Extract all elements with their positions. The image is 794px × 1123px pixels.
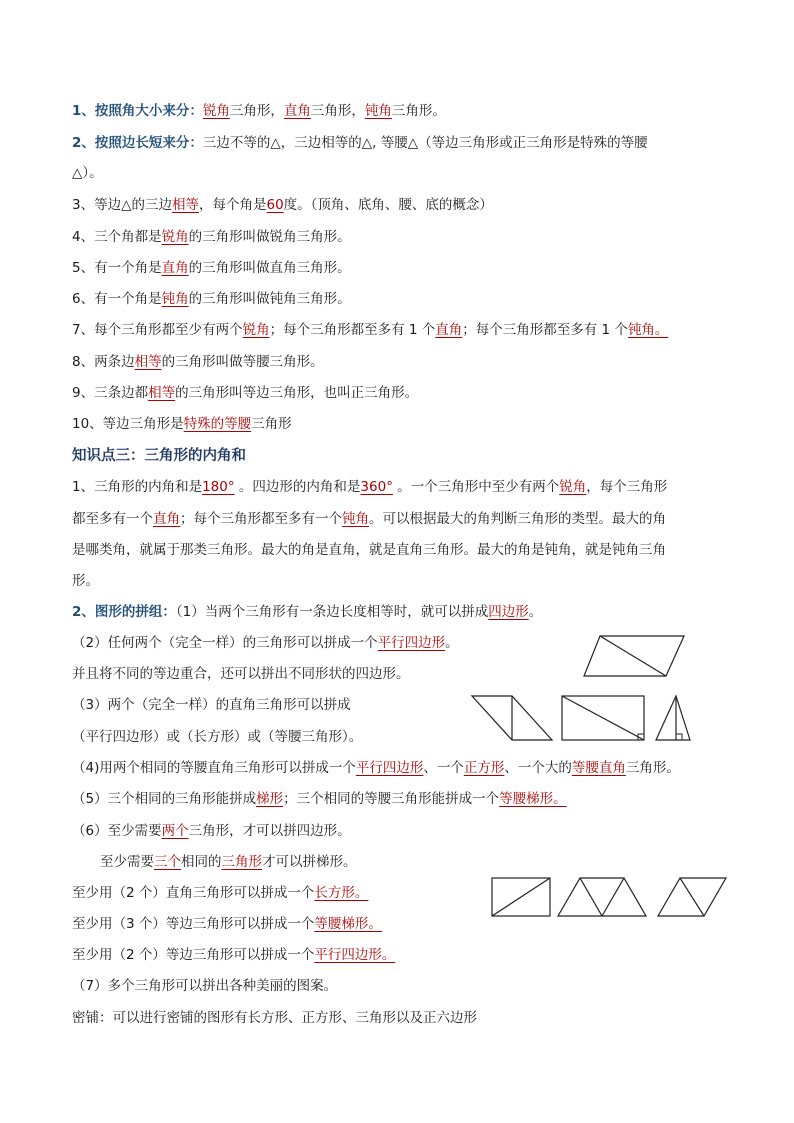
- answer-text: 正方形: [463, 760, 505, 776]
- answer-text: 钝角。: [627, 322, 669, 338]
- body-text: 5、有一个角是: [72, 260, 162, 276]
- text-line: [72, 195, 493, 215]
- body-text: 度。（顶角、底角、腰、底的概念）: [283, 197, 493, 213]
- body-text: △）。: [72, 165, 103, 181]
- rectangle-trapezoid-parallelogram-figure: [490, 876, 730, 920]
- answer-text: 钝角: [342, 511, 369, 527]
- body-text: 3、等边△的三边: [72, 197, 172, 213]
- body-text: （平行四边形）或（长方形）或（等腰三角形）。: [72, 729, 363, 745]
- answer-text: 锐角: [559, 479, 587, 495]
- body-text: 至少需要: [100, 854, 154, 870]
- text-line: [72, 163, 103, 183]
- body-text: 至少用（2 个）直角三角形可以拼成一个: [72, 885, 315, 901]
- text-line: [72, 758, 680, 778]
- text-line: [72, 227, 351, 247]
- heading-text: 2、图形的拼组：: [72, 604, 176, 620]
- body-text: 、一个: [423, 760, 464, 776]
- answer-text: 三个: [154, 854, 181, 870]
- body-text: （6）至少需要: [72, 823, 162, 839]
- answer-text: 相等: [134, 354, 162, 370]
- body-text: 8、两条边: [72, 354, 135, 370]
- body-text: 10、等边三角形是: [72, 416, 184, 432]
- body-text: 9、三条边都: [72, 385, 149, 401]
- body-text: 的三角形叫做锐角三角形。: [188, 229, 351, 245]
- answer-text: 相等: [148, 385, 176, 401]
- text-line: [72, 664, 410, 684]
- answer-text: 梯形: [256, 791, 284, 807]
- body-text: 。: [445, 635, 459, 651]
- text-line: [72, 320, 668, 340]
- answer-text: 锐角: [242, 322, 270, 338]
- text-line: [72, 821, 351, 841]
- text-line: [72, 352, 324, 372]
- body-text: 的三角形叫做直角三角形。: [188, 260, 351, 276]
- answer-text: 锐角: [202, 103, 230, 119]
- right-triangle-compositions-figure: [470, 694, 692, 744]
- answer-text: 三角形: [221, 854, 262, 870]
- text-line: [72, 914, 382, 934]
- text-line: [72, 727, 362, 747]
- answer-text: 直角: [283, 103, 311, 119]
- text-line: [72, 289, 351, 309]
- body-text: 相同的: [181, 854, 222, 870]
- answer-text: 四边形: [488, 604, 529, 620]
- answer-text: 平行四边形。: [314, 947, 396, 963]
- text-line: [72, 571, 99, 591]
- text-line: [72, 1008, 477, 1028]
- body-text: （2）任何两个（完全一样）的三角形可以拼成一个: [72, 635, 378, 651]
- body-text: 的三角形叫做等腰三角形。: [161, 354, 324, 370]
- body-text: （1）当两个三角形有一条边长度相等时，就可以拼成: [175, 604, 489, 620]
- answer-text: 60: [266, 197, 284, 213]
- body-text: ，每个三角形: [586, 479, 668, 495]
- answer-text: 相等: [171, 197, 199, 213]
- text-line: [72, 446, 246, 466]
- answer-text: 钝角: [364, 103, 392, 119]
- body-text: 、一个大的: [504, 760, 572, 776]
- answer-text: 360°: [360, 479, 393, 495]
- text-line: [72, 101, 446, 121]
- text-line: [100, 852, 357, 872]
- answer-text: 两个: [161, 823, 189, 839]
- answer-text: 锐角: [161, 229, 189, 245]
- answer-text: 钝角: [161, 291, 189, 307]
- text-line: [72, 976, 337, 996]
- text-line: [72, 477, 667, 497]
- body-text: 三角形。: [391, 103, 446, 119]
- body-text: 1、三角形的内角和是: [72, 479, 203, 495]
- heading-text: 1、按照角大小来分：: [72, 103, 203, 119]
- heading-text: 2、按照边长短来分：: [72, 135, 203, 151]
- body-text: ；三个相同的等腰三角形能拼成一个: [283, 791, 500, 807]
- body-text: 三角形，: [229, 103, 284, 119]
- body-text: 都至多有一个: [72, 511, 153, 527]
- body-text: 6、有一个角是: [72, 291, 162, 307]
- answer-text: 等腰梯形。: [499, 791, 567, 807]
- answer-text: 等腰直角: [571, 760, 626, 776]
- body-text: （4)用两个相同的等腰直角三角形可以拼成一个: [72, 760, 356, 776]
- body-text: ；每个三角形都至多有 1 个: [462, 322, 628, 338]
- body-text: 7、每个三角形都至少有两个: [72, 322, 243, 338]
- answer-text: 特殊的等腰: [183, 416, 252, 432]
- answer-text: 直角: [153, 511, 180, 527]
- body-text: 。一个三角形中至少有两个: [392, 479, 560, 495]
- body-text: （7）多个三角形可以拼出各种美丽的图案。: [72, 978, 338, 994]
- text-line: [72, 414, 292, 434]
- body-text: ；每个三角形都至多有 1 个: [269, 322, 436, 338]
- body-text: 才可以拼梯形。: [262, 854, 357, 870]
- body-text: 是哪类角，就属于那类三角形。最大的角是直角，就是直角三角形。最大的角是钝角，就是钝角三角: [72, 542, 666, 558]
- text-line: [72, 633, 459, 653]
- text-line: [72, 509, 666, 529]
- body-text: 三角形，才可以拼四边形。: [188, 823, 351, 839]
- body-text: 三角形: [251, 416, 292, 432]
- body-text: 三角形。: [625, 760, 680, 776]
- body-text: 三边不等的△，三边相等的△, 等腰△（等边三角形或正三角形是特殊的等腰: [202, 135, 648, 151]
- answer-text: 直角: [161, 260, 189, 276]
- answer-text: 等腰梯形。: [314, 916, 382, 932]
- body-text: ，每个角是: [198, 197, 267, 213]
- text-line: [72, 258, 351, 278]
- text-line: [72, 789, 567, 809]
- body-text: 4、三个角都是: [72, 229, 162, 245]
- text-line: [72, 695, 351, 715]
- answer-text: 直角: [435, 322, 463, 338]
- body-text: （5）三个相同的三角形能拼成: [72, 791, 257, 807]
- text-line: [72, 883, 368, 903]
- body-text: 的三角形叫等边三角形，也叫正三角形。: [175, 385, 419, 401]
- body-text: 的三角形叫做钝角三角形。: [188, 291, 351, 307]
- body-text: 至少用（3 个）等边三角形可以拼成一个: [72, 916, 315, 932]
- answer-text: 180°: [202, 479, 235, 495]
- answer-text: 长方形。: [314, 885, 369, 901]
- body-text: 密铺：可以进行密铺的图形有长方形、正方形、三角形以及正六边形: [72, 1010, 477, 1026]
- heading-text: 知识点三：三角形的内角和: [72, 448, 246, 464]
- body-text: 。可以根据最大的角判断三角形的类型。最大的角: [369, 511, 666, 527]
- text-line: [72, 602, 542, 622]
- body-text: （3）两个（完全一样）的直角三角形可以拼成: [72, 697, 351, 713]
- parallelogram-diagonal-figure: [582, 634, 686, 678]
- body-text: 三角形，: [310, 103, 365, 119]
- text-line: [72, 383, 418, 403]
- text-line: [72, 133, 648, 153]
- body-text: 至少用（2 个）等边三角形可以拼成一个: [72, 947, 315, 963]
- answer-text: 平行四边形: [377, 635, 446, 651]
- body-text: 。: [528, 604, 543, 620]
- body-text: 形。: [72, 573, 99, 589]
- text-line: [72, 540, 666, 560]
- answer-text: 平行四边形: [355, 760, 424, 776]
- body-text: 并且将不同的等边重合，还可以拼出不同形状的四边形。: [72, 666, 410, 682]
- text-line: [72, 945, 395, 965]
- body-text: 。四边形的内角和是: [234, 479, 361, 495]
- body-text: ；每个三角形都至多有一个: [180, 511, 342, 527]
